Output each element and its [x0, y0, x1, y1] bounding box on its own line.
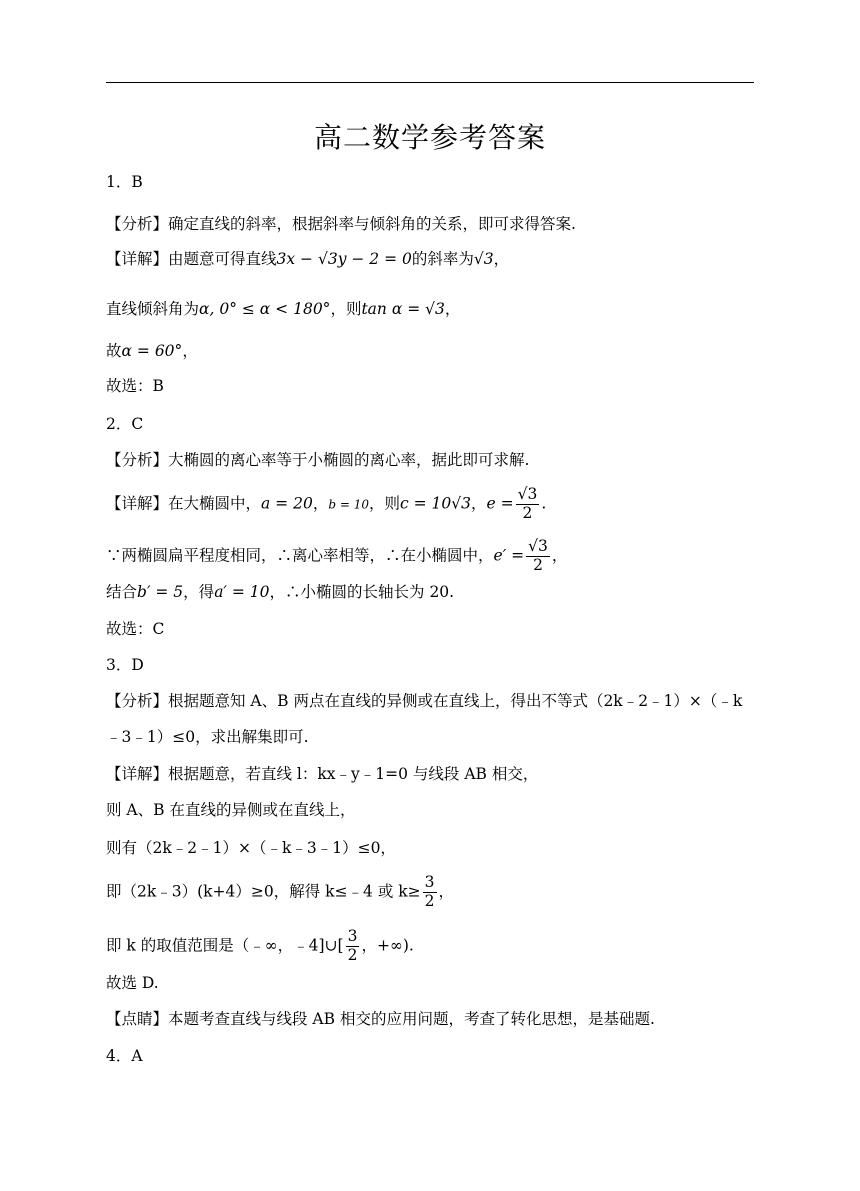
- q2-small-e-fraction: [526, 538, 550, 575]
- page-title: 高二数学参考答案: [313, 121, 546, 154]
- q2-detail-then: ，则: [368, 494, 400, 513]
- q4-label: 4．A: [106, 1047, 143, 1065]
- q2-e-fraction: [516, 486, 540, 523]
- q3-range-fraction: [346, 928, 360, 965]
- q3-detail-5-prefix: 即 k 的取值范围是（﹣∞，﹣4]∪[: [106, 936, 344, 955]
- q1-angle-prefix: 直线倾斜角为: [106, 300, 200, 318]
- q1-analysis: 【分析】确定直线的斜率，根据斜率与倾斜角的关系，即可求得答案.: [106, 215, 576, 233]
- q2-e-label: e =: [486, 494, 514, 513]
- header-rule: [106, 82, 754, 83]
- q1-slope: √3: [473, 250, 494, 268]
- q3-analysis-1: 【分析】根据题意知 A、B 两点在直线的异侧或在直线上，得出不等式（2k﹣2﹣1）×（﹣k: [106, 692, 743, 710]
- q3-detail-5-end: ，+∞).: [361, 936, 414, 955]
- q3-frac-num: 3: [424, 873, 435, 891]
- q1-detail-end: ，: [493, 250, 510, 268]
- q3-detail-3: 则有（2k﹣2﹣1）×（﹣k﹣3﹣1）≤0，: [106, 839, 396, 857]
- q2-small-e-label: e′ =: [493, 546, 525, 565]
- q2-small-frac-num: √3: [528, 537, 548, 555]
- q2-detail: 【详解】在大椭圆中，a = 20，b = 10，则c = 10√3，e = $\frac{√3}{2}$ .: [106, 485, 547, 522]
- q3-frac-den: 2: [424, 891, 435, 910]
- q2-label: 2．C: [106, 415, 144, 433]
- q1-tan-equation: tan α = √3: [361, 300, 445, 318]
- q2-frac-den: 2: [522, 503, 533, 522]
- q3-detail-4: [106, 874, 454, 911]
- q1-detail-mid: 的斜率为: [411, 250, 474, 268]
- q1-angle-range: α, 0° ≤ α < 180°: [199, 300, 331, 318]
- q3-range-frac-num: 3: [347, 927, 358, 945]
- q2-detail-prefix: 【详解】在大椭圆中，: [106, 494, 262, 513]
- q1-result-prefix: 故: [106, 342, 122, 360]
- q2-analysis: 【分析】大椭圆的离心率等于小椭圆的离心率，据此即可求解.: [106, 451, 530, 469]
- q2-b-prime: b′ = 5: [137, 583, 184, 601]
- q2-line3-prefix: 结合: [106, 583, 138, 601]
- q2-line2: [106, 538, 567, 575]
- q3-detail-2: 则 A、B 在直线的异侧或在直线上，: [106, 801, 356, 819]
- q1-result-end: ，: [182, 342, 198, 360]
- q1-choice: 故选：B: [106, 377, 164, 395]
- q1-angle-end: ，: [444, 300, 461, 318]
- q1-angle-line: [106, 299, 460, 319]
- q2-small-frac-den: 2: [533, 555, 543, 574]
- q3-detail-1: 【详解】根据题意，若直线 l：kx﹣y﹣1=0 与线段 AB 相交，: [106, 765, 539, 783]
- q3-detail-5: [106, 928, 414, 965]
- q3-label: 3．D: [106, 656, 144, 674]
- q3-comment: 【点睛】本题考查直线与线段 AB 相交的应用问题，考查了转化思想，是基础题.: [106, 1010, 655, 1028]
- q2-detail-dot: .: [541, 494, 547, 513]
- q3-detail-4-end: ，: [438, 882, 455, 901]
- q3-choice: 故选 D.: [106, 974, 159, 992]
- q2-frac-num: √3: [517, 485, 538, 503]
- q2-line3-end: ，∴小椭圆的长轴长为 20.: [269, 583, 455, 601]
- q1-detail: [106, 249, 509, 269]
- q1-label: 1．B: [106, 173, 143, 191]
- q1-angle-mid: ，则: [330, 300, 362, 318]
- q2-line2-text: ∵两椭圆扁平程度相同，∴离心率相等，∴在小椭圆中，: [106, 546, 494, 565]
- q2-line3-mid: ，得: [183, 583, 215, 601]
- q2-line3: [106, 582, 454, 602]
- q1-result-value: α = 60°: [121, 342, 183, 360]
- q2-a-value: a = 20: [261, 494, 313, 513]
- q1-detail-prefix: 【详解】由题意可得直线: [106, 250, 277, 268]
- q2-line2-end: ，: [551, 546, 568, 565]
- q2-choice: 故选：C: [106, 620, 165, 638]
- q1-line-equation: 3x − √3y − 2 = 0: [276, 250, 412, 268]
- q3-analysis-2: ﹣3﹣1）≤0，求出解集即可.: [106, 728, 309, 746]
- q3-detail-4-text: 即（2k﹣3）(k+4）≥0，解得 k≤﹣4 或 k≥: [106, 882, 421, 901]
- q2-b-value: b = 10: [328, 497, 369, 512]
- q1-result-line: [106, 341, 198, 361]
- q3-fraction: [423, 874, 437, 911]
- q2-a-prime: a′ = 10: [214, 583, 270, 601]
- q3-range-frac-den: 2: [347, 945, 358, 964]
- q2-c-value: c = 10√3: [400, 494, 471, 513]
